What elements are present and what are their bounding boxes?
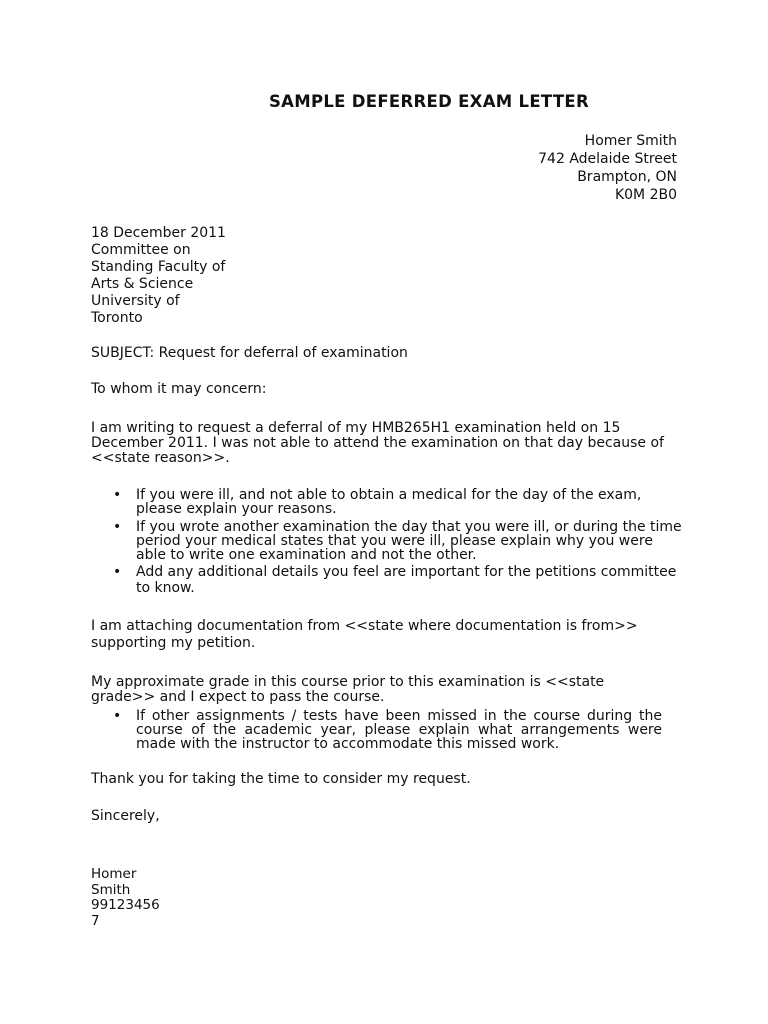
- intro-line: I am writing to request a deferral of my HMB265H1 examination held on 15: [91, 420, 621, 436]
- thanks-line: Thank you for taking the time to consider my request.: [91, 771, 471, 787]
- bullet-line: to know.: [136, 580, 195, 596]
- bullet-line: If you were ill, and not able to obtain a medical for the day of the exam,: [136, 487, 642, 503]
- bullet-line: If you wrote another examination the day that you were ill, or during the time: [136, 519, 682, 535]
- bullet-line: please explain your reasons.: [136, 501, 337, 517]
- grade-line: grade>> and I expect to pass the course.: [91, 689, 385, 705]
- grade-paragraph: [91, 675, 681, 705]
- letter-title: SAMPLE DEFERRED EXAM LETTER: [268, 92, 589, 111]
- bullet-line: able to write one examination and not the other.: [136, 547, 477, 563]
- signature-block: [91, 867, 160, 929]
- bullet-text: If other assignments / tests have been missed in the course during the course of the academic year, please explain what arrangements were made with the instructor to accommodate this missed work.: [136, 708, 662, 752]
- attaching-line: I am attaching documentation from <<state where documentation is from>>: [91, 618, 638, 634]
- bullet-line: period your medical states that you were ill, please explain why you were: [136, 533, 653, 549]
- sender-address: [538, 132, 677, 204]
- salutation: To whom it may concern:: [91, 381, 267, 397]
- recipient-line: Arts & Science: [91, 276, 194, 292]
- list-item: [91, 564, 681, 596]
- bullet-line: Add any additional details you feel are important for the petitions committee: [136, 564, 677, 580]
- bullet-icon: •: [113, 564, 122, 580]
- signature-line: 7: [91, 912, 100, 929]
- recipient-line: Standing Faculty of: [91, 259, 226, 275]
- attaching-line: supporting my petition.: [91, 635, 256, 651]
- sender-postal: K0M 2B0: [614, 187, 677, 203]
- sender-street: 742 Adelaide Street: [538, 151, 677, 167]
- intro-line: December 2011. I was not able to attend the examination on that day because of: [91, 435, 664, 451]
- closing-line: Sincerely,: [91, 808, 160, 824]
- bullet-icon: •: [113, 708, 122, 724]
- subject-line: SUBJECT: Request for deferral of examination: [91, 345, 408, 361]
- bullet-list: [91, 488, 681, 596]
- bullet-icon: •: [113, 519, 122, 535]
- bullet-icon: •: [113, 487, 122, 503]
- recipient-line: Committee on: [91, 242, 191, 258]
- sender-name: Homer Smith: [584, 133, 677, 149]
- signature-line: 99123456: [91, 897, 160, 913]
- list-item: [91, 488, 681, 516]
- sender-city: Brampton, ON: [577, 169, 677, 185]
- grade-line: My approximate grade in this course prior to this examination is <<state: [91, 674, 605, 690]
- intro-paragraph: [91, 421, 681, 466]
- list-item: [91, 520, 681, 562]
- recipient-block: [91, 225, 226, 327]
- recipient-line: Toronto: [91, 310, 143, 326]
- recipient-line: University of: [91, 293, 180, 309]
- list-item: [91, 709, 662, 751]
- signature-line: Smith: [91, 881, 131, 898]
- signature-line: Homer: [91, 866, 137, 882]
- grade-bullet-list: [91, 709, 662, 751]
- letter-date: 18 December 2011: [91, 225, 226, 241]
- intro-line: <<state reason>>.: [91, 450, 230, 466]
- attaching-paragraph: [91, 618, 681, 652]
